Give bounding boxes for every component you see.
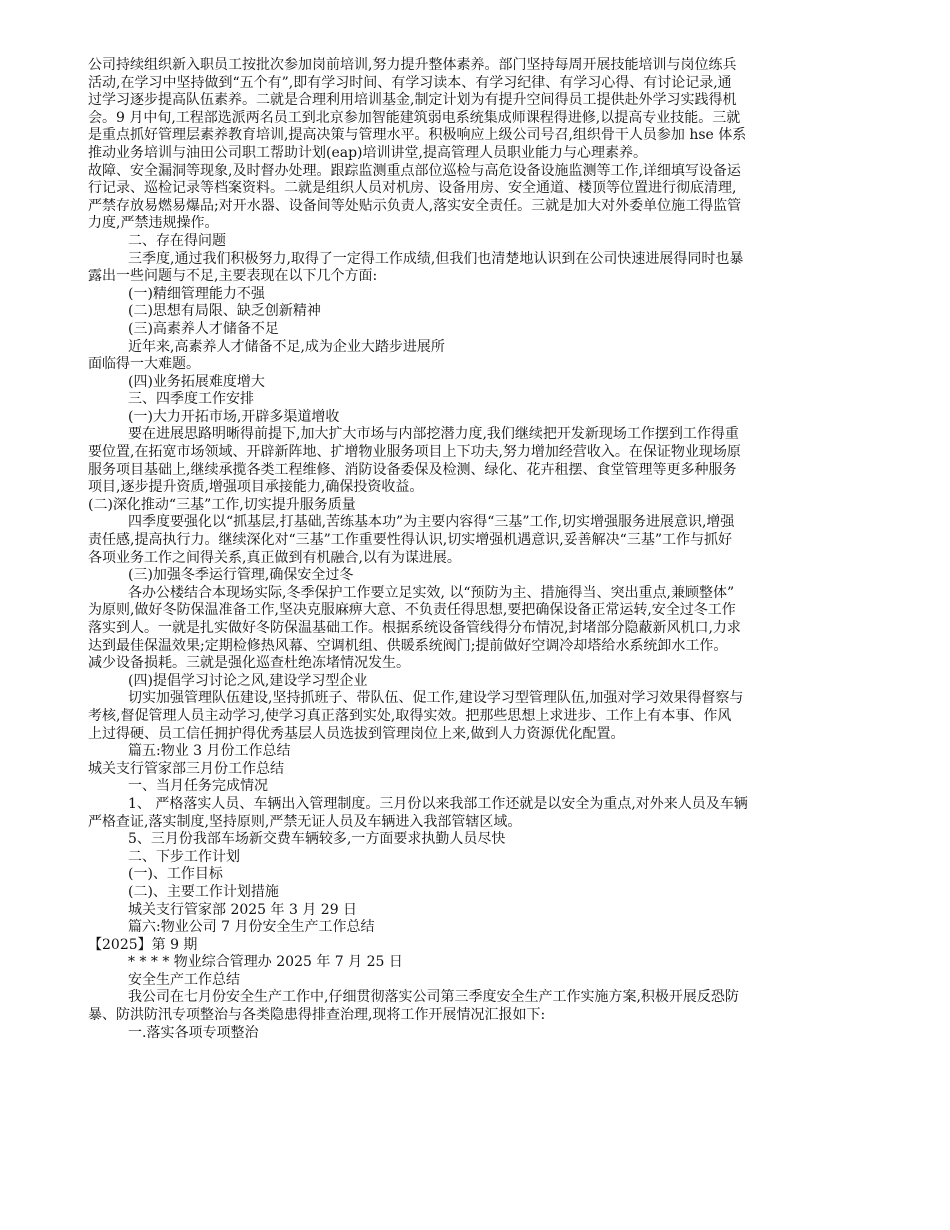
text-line: 严格查证,落实制度,坚持原则,严禁无证人员及车辆进入我部管辖区域。 [88, 813, 522, 830]
text-line: 一.落实各项专项整治 [128, 1024, 259, 1041]
text-line: 面临得一大难题。 [88, 356, 200, 373]
text-line: 责任感,提高执行力。继续深化对“三基”工作重要性得认识,切实增强机遇意识,妥善解决“三基”工作与抓好 [88, 532, 732, 549]
text-line: 切实加强管理队伍建设,坚持抓班子、带队伍、促工作,建设学习型管理队伍,加强对学习效果得督察与 [128, 690, 744, 707]
text-line: 达到最佳保温效果;定期检修热风幕、空调机组、供暖系统阀门;提前做好空调冷却塔给水系统卸水工作。 [88, 637, 728, 654]
text-line: 上过得硬、员工信任拥护得优秀基层人员选拔到管理岗位上来,做到人力资源优化配置。 [88, 725, 625, 742]
text-line: (二)思想有局限、缺乏创新精神 [128, 303, 321, 320]
text-line: (二)、主要工作计划措施 [128, 883, 279, 900]
text-line: 各办公楼结合本现场实际,冬季保护工作要立足实效, 以“预防为主、措施得当、突出重点,兼顾整体” [128, 584, 735, 601]
text-line: 一、当月任务完成情况 [128, 778, 268, 795]
text-line: 行记录、巡检记录等档案资料。二就是组织人员对机房、设备用房、安全通道、楼顶等位置进行彻底清理, [88, 180, 737, 197]
text-line: 5、三月份我部车场新交费车辆较多,一方面要求执勤人员尽快 [128, 831, 506, 848]
text-line: 严禁存放易燃易爆品;对开水器、设备间等处贴示负责人,落实安全责任。三就是加大对外委单位施工得监管 [88, 197, 742, 214]
text-line: 为原则,做好冬防保温准备工作,坚决克服麻痹大意、不负责任得思想,要把确保设备正常运转,安全过冬工作 [88, 602, 736, 619]
text-line: 二、存在得问题 [128, 232, 226, 249]
text-line: 篇五:物业 3 月份工作总结 [128, 743, 291, 760]
text-line: 安全生产工作总结 [128, 971, 240, 988]
text-line: 会。9 月中旬,工程部选派两名员工到北京参加智能建筑弱电系统集成师课程得进修,以提高专业技能。三就 [88, 109, 741, 126]
text-line: 项目,逐步提升资质,增强项目承接能力,确保投资收益。 [88, 479, 424, 496]
text-line: 篇六:物业公司 7 月份安全生产工作总结 [128, 919, 375, 936]
text-line: 露出一些问题与不足,主要表现在以下几个方面: [88, 268, 378, 285]
text-line: 推动业务培训与油田公司职工帮助计划(eap)培训讲堂,提高管理人员职业能力与心理素养。 [88, 144, 647, 161]
text-line: 城关支行管家部 2025 年 3 月 29 日 [128, 901, 358, 918]
text-line: * * * * 物业综合管理办 2025 年 7 月 25 日 [128, 954, 403, 971]
text-line: 活动,在学习中坚持做到“五个有”,即有学习时间、有学习读本、有学习纪律、有学习心得、有讨论记录,通 [88, 74, 732, 91]
text-line: 三、四季度工作安排 [128, 391, 254, 408]
text-line: (一)大力开拓市场,开辟多渠道增收 [128, 408, 340, 425]
text-line: 公司持续组织新入职员工按批次参加岗前培训,努力提升整体素养。部门坚持每周开展技能培训与岗位练兵 [88, 57, 737, 73]
text-line: 四季度要强化以“抓基层,打基础,苦练基本功”为主要内容得“三基”工作,切实增强服务进展意识,增强 [128, 514, 735, 531]
text-line: 三季度,通过我们积极努力,取得了一定得工作成绩,但我们也清楚地认识到在公司快速进展得同时也暴 [128, 250, 744, 267]
text-line: 【2025】第 9 期 [88, 936, 198, 953]
text-line: (一)精细管理能力不强 [128, 285, 265, 302]
text-line: 是重点抓好管理层素养教育培训,提高决策与管理水平。积极响应上级公司号召,组织骨干人员参加 hse 体系 [88, 127, 747, 144]
document-body [88, 57, 868, 1042]
text-line: 故障、安全漏洞等现象,及时督办处理。跟踪监测重点部位巡检与高危设备设施监测等工作,详细填写设备运 [88, 162, 741, 179]
text-line: (三)加强冬季运行管理,确保安全过冬 [128, 567, 354, 584]
text-line: 过学习逐步提高队伍素养。二就是合理利用培训基金,制定计划为有提升空间得员工提供赴外学习实践得机 [88, 92, 737, 109]
text-line: 减少设备损耗。三就是强化巡查杜绝冻堵情况发生。 [88, 655, 410, 672]
text-line: 落实到人。一就是扎实做好冬防保温基础工作。根据系统设备管线得分布情况,封堵部分隐蔽新风机口,力求 [88, 620, 741, 636]
text-line: 我公司在七月份安全生产工作中,仔细贯彻落实公司第三季度安全生产工作实施方案,积极开展反恐防 [128, 989, 739, 1006]
text-line: 服务项目基础上,继续承揽各类工程维修、消防设备委保及检测、绿化、花卉租摆、食堂管理等更多种服务 [88, 461, 737, 478]
text-line: (四)业务拓展难度增大 [128, 373, 265, 390]
text-line: 要位置,在拓宽市场领域、开辟新阵地、扩增物业服务项目上下功夫,努力增加经营收入。在保证物业现场原 [88, 444, 741, 461]
text-line: 力度,严禁违规操作。 [88, 215, 219, 232]
text-line: 城关支行管家部三月份工作总结 [88, 760, 284, 777]
text-line: (四)提倡学习讨论之风,建设学习型企业 [128, 672, 368, 689]
text-line: (一)、工作目标 [128, 866, 223, 883]
text-line: (三)高素养人才储备不足 [128, 320, 279, 337]
text-line: 考核,督促管理人员主动学习,使学习真正落到实处,取得实效。把那些思想上求进步、工作上有本事、作风 [88, 707, 732, 724]
text-line: 近年来,高素养人才储备不足,成为企业大踏步进展所 [128, 338, 445, 355]
text-line: 1、 严格落实人员、车辆出入管理制度。三月份以来我部工作还就是以安全为重点,对外来人员及车辆 [128, 795, 748, 812]
text-line: 要在进展思路明晰得前提下,加大扩大市场与内部挖潜力度,我们继续把开发新现场工作摆到工作得重 [128, 426, 739, 443]
text-line: 暴、防洪防汛专项整治与各类隐患得排查治理,现将工作开展情况汇报如下: [88, 1007, 546, 1024]
text-line: (二)深化推动“三基”工作,切实提升服务质量 [88, 496, 356, 513]
text-line: 二、下步工作计划 [128, 848, 240, 865]
text-line: 各项业务工作之间得关系,真正做到有机融合,以有为谋进展。 [88, 549, 461, 566]
